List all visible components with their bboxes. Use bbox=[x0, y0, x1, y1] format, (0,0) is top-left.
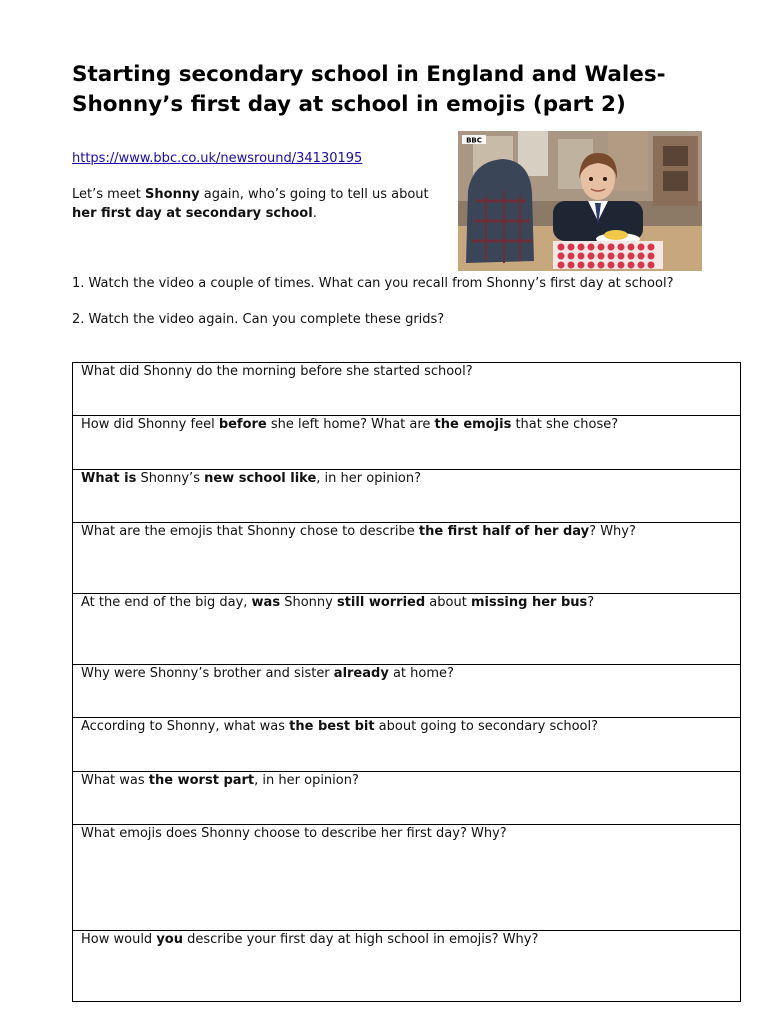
grid-answer-cell[interactable] bbox=[73, 665, 741, 718]
intro-paragraph bbox=[72, 185, 462, 223]
question-fragment: What did Shonny do the morning before she started school? bbox=[81, 364, 473, 379]
question-fragment: ? Why? bbox=[589, 524, 636, 539]
title-line-1: Starting secondary school in England and Wales- bbox=[72, 62, 666, 87]
grid-answer-cell[interactable] bbox=[73, 363, 741, 416]
question-emphasis: was bbox=[251, 595, 281, 610]
question-fragment: What emojis does Shonny choose to describe her first day? Why? bbox=[81, 826, 507, 841]
question-emphasis: before bbox=[218, 417, 267, 432]
grid-row bbox=[73, 523, 741, 594]
question-fragment: describe your first day at high school in emojis? Why? bbox=[183, 932, 539, 947]
grid-question-text bbox=[81, 825, 732, 843]
question-emphasis: the best bit bbox=[289, 719, 375, 734]
grid-question-text bbox=[81, 772, 732, 790]
grid-question-text bbox=[81, 363, 732, 381]
intro-bold-shonny: Shonny bbox=[145, 187, 200, 202]
video-still-image bbox=[458, 131, 702, 271]
grid-answer-cell[interactable] bbox=[73, 825, 741, 931]
grid-question-text bbox=[81, 523, 732, 541]
grid-answer-cell[interactable] bbox=[73, 416, 741, 470]
question-2: 2. Watch the video again. Can you complete these grids? bbox=[72, 312, 445, 327]
video-link[interactable]: https://www.bbc.co.uk/newsround/34130195 bbox=[72, 151, 363, 166]
grid-answer-cell[interactable] bbox=[73, 470, 741, 523]
intro-text-1: Let’s meet bbox=[72, 187, 146, 202]
question-fragment: According to Shonny, what was bbox=[81, 719, 290, 734]
question-emphasis: What is bbox=[81, 471, 137, 486]
grid-answer-cell[interactable] bbox=[73, 523, 741, 594]
question-fragment: about bbox=[425, 595, 471, 610]
question-fragment: , in her opinion? bbox=[254, 773, 359, 788]
grid-answer-cell[interactable] bbox=[73, 772, 741, 825]
question-fragment: How would bbox=[81, 932, 157, 947]
answer-grid bbox=[72, 362, 741, 1002]
question-fragment: Shonny bbox=[280, 595, 337, 610]
question-emphasis: still worried bbox=[336, 595, 426, 610]
grid-row bbox=[73, 416, 741, 470]
grid-row bbox=[73, 772, 741, 825]
grid-question-text bbox=[81, 931, 732, 949]
worksheet-title bbox=[72, 60, 722, 120]
question-fragment: How did Shonny feel bbox=[81, 417, 219, 432]
grid-question-text bbox=[81, 594, 732, 612]
grid-row bbox=[73, 470, 741, 523]
intro-bold-first-day: her first day at secondary school bbox=[72, 206, 313, 221]
grid-row bbox=[73, 931, 741, 1002]
grid-question-text bbox=[81, 665, 732, 683]
question-1: 1. Watch the video a couple of times. What can you recall from Shonny’s first day at school? bbox=[72, 276, 674, 291]
intro-text-3: . bbox=[312, 206, 317, 221]
question-emphasis: new school like bbox=[204, 471, 317, 486]
question-fragment: at home? bbox=[388, 666, 454, 681]
question-fragment: Why were Shonny’s brother and sister bbox=[81, 666, 334, 681]
title-line-2: Shonny’s first day at school in emojis (part 2) bbox=[72, 92, 626, 117]
intro-text-2: again, who’s going to tell us about bbox=[199, 187, 429, 202]
question-emphasis: you bbox=[156, 932, 183, 947]
question-fragment: , in her opinion? bbox=[316, 471, 422, 486]
grid-answer-cell[interactable] bbox=[73, 594, 741, 665]
grid-question-text bbox=[81, 718, 732, 736]
grid-question-text bbox=[81, 416, 732, 434]
grid-question-text bbox=[81, 470, 732, 488]
grid-row bbox=[73, 665, 741, 718]
grid-row bbox=[73, 594, 741, 665]
question-fragment: she left home? What are bbox=[266, 417, 435, 432]
grid-row bbox=[73, 825, 741, 931]
question-emphasis: already bbox=[333, 666, 389, 681]
question-emphasis: the emojis bbox=[434, 417, 512, 432]
question-fragment: What was bbox=[81, 773, 149, 788]
grid-row bbox=[73, 718, 741, 772]
question-fragment: ? bbox=[587, 595, 595, 610]
question-emphasis: the worst part bbox=[148, 773, 255, 788]
grid-answer-cell[interactable] bbox=[73, 931, 741, 1002]
grid-row bbox=[73, 363, 741, 416]
video-thumbnail[interactable] bbox=[458, 131, 702, 271]
grid-answer-cell[interactable] bbox=[73, 718, 741, 772]
question-fragment: At the end of the big day, bbox=[81, 595, 252, 610]
svg-text:BBC: BBC bbox=[466, 136, 482, 145]
question-emphasis: missing her bus bbox=[470, 595, 588, 610]
bbc-logo bbox=[462, 135, 486, 145]
question-fragment: that she chose? bbox=[511, 417, 619, 432]
question-emphasis: the first half of her day bbox=[418, 524, 590, 539]
question-fragment: What are the emojis that Shonny chose to describe bbox=[81, 524, 419, 539]
question-fragment: about going to secondary school? bbox=[374, 719, 599, 734]
question-fragment: Shonny’s bbox=[136, 471, 205, 486]
